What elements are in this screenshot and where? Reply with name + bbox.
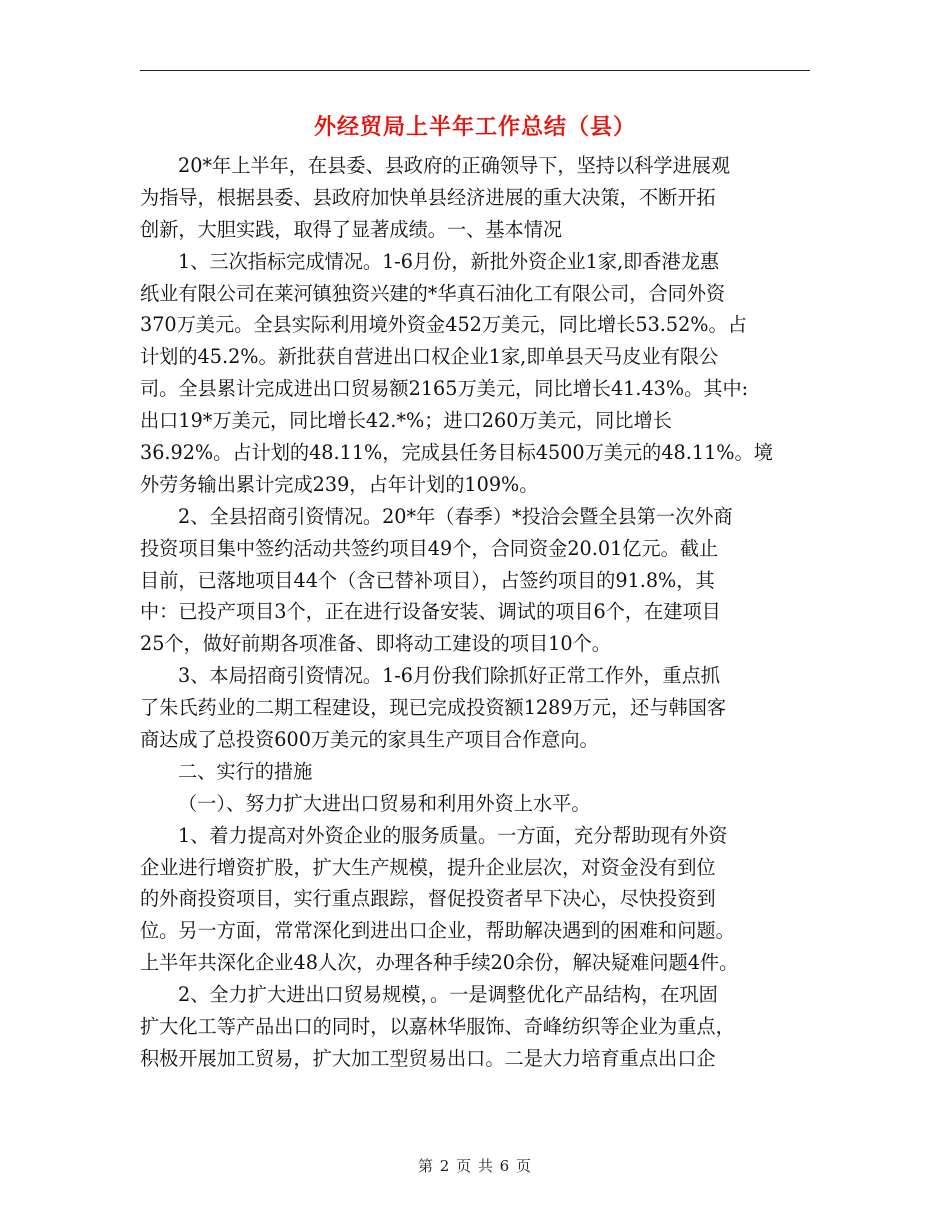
document-title: 外经贸局上半年工作总结（县） [313,114,636,140]
text-line: 2、全县招商引资情况。20*年（春季）*投洽会暨全县第一次外商 [178,504,733,528]
text-line: 商达成了总投资600万美元的家具生产项目合作意向。 [140,728,599,752]
text-line: 了朱氏药业的二期工程建设，现已完成投资额1289万元，还与韩国客 [140,696,727,720]
text-line: （一）、努力扩大进出口贸易和利用外资上水平。 [178,791,591,815]
text-line: 36.92%。占计划的48.11%，完成县任务目标4500万美元的48.11%。境 [140,441,773,465]
text-line: 为指导，根据县委、县政府加快单县经济进展的重大决策，不断开拓 [140,185,716,209]
text-line: 二、实行的措施 [178,759,313,783]
text-line: 创新，大胆实践，取得了显著成绩。一、基本情况 [140,217,563,241]
text-line: 上半年共深化企业48人次，办理各种手续20余份，解决疑难问题4件。 [140,951,739,975]
text-line: 纸业有限公司在莱河镇独资兴建的*华真石油化工有限公司，合同外资 [140,281,726,305]
text-line: 出口19*万美元，同比增长42.*%；进口260万美元，同比增长 [140,409,672,433]
text-line: 积极开展加工贸易，扩大加工型贸易出口。二是大力培育重点出口企 [140,1046,716,1070]
header-rule [140,70,810,71]
text-line: 370万美元。全县实际利用境外资金452万美元，同比增长53.52%。占 [140,313,747,337]
text-line: 中：已投产项目3个，正在进行设备安装、调试的项目6个，在建项目 [140,600,721,624]
document-body [140,150,812,1075]
text-line: 位。另一方面，常常深化到进出口企业，帮助解决遇到的困难和问题。 [140,919,735,943]
page-footer: 第 2 页 共 6 页 [418,1157,532,1175]
text-line: 司。全县累计完成进出口贸易额2165万美元，同比增长41.43%。其中: [140,377,749,401]
text-line: 2、全力扩大进出口贸易规模，。一是调整优化产品结构，在巩固 [178,983,718,1007]
text-line: 目前，已落地项目44个（含已替补项目），占签约项目的91.8%，其 [140,568,715,592]
text-line: 25个，做好前期各项准备、即将动工建设的项目10个。 [140,632,611,656]
text-line: 扩大化工等产品出口的同时，以嘉林华服饰、奇峰纺织等企业为重点， [140,1015,735,1039]
text-line: 投资项目集中签约活动共签约项目49个，合同资金20.01亿元。截止 [140,536,719,560]
text-line: 外劳务输出累计完成239，占年计划的109%。 [140,472,539,496]
text-line: 1、着力提高对外资企业的服务质量。一方面，充分帮助现有外资 [178,823,728,847]
text-line: 的外商投资项目，实行重点跟踪，督促投资者早下决心，尽快投资到 [140,887,716,911]
text-line: 计划的45.2%。新批获自营进出口权企业1家,即单县天马皮业有限公 [140,345,719,369]
text-line: 企业进行增资扩股，扩大生产规模，提升企业层次，对资金没有到位 [140,855,716,879]
text-line: 3、本局招商引资情况。1-6月份我们除抓好正常工作外，重点抓 [178,664,720,688]
text-line: 20*年上半年，在县委、县政府的正确领导下，坚持以科学进展观 [178,154,731,177]
text-line: 1、三次指标完成情况。1-6月份，新批外资企业1家,即香港龙惠 [178,249,720,273]
